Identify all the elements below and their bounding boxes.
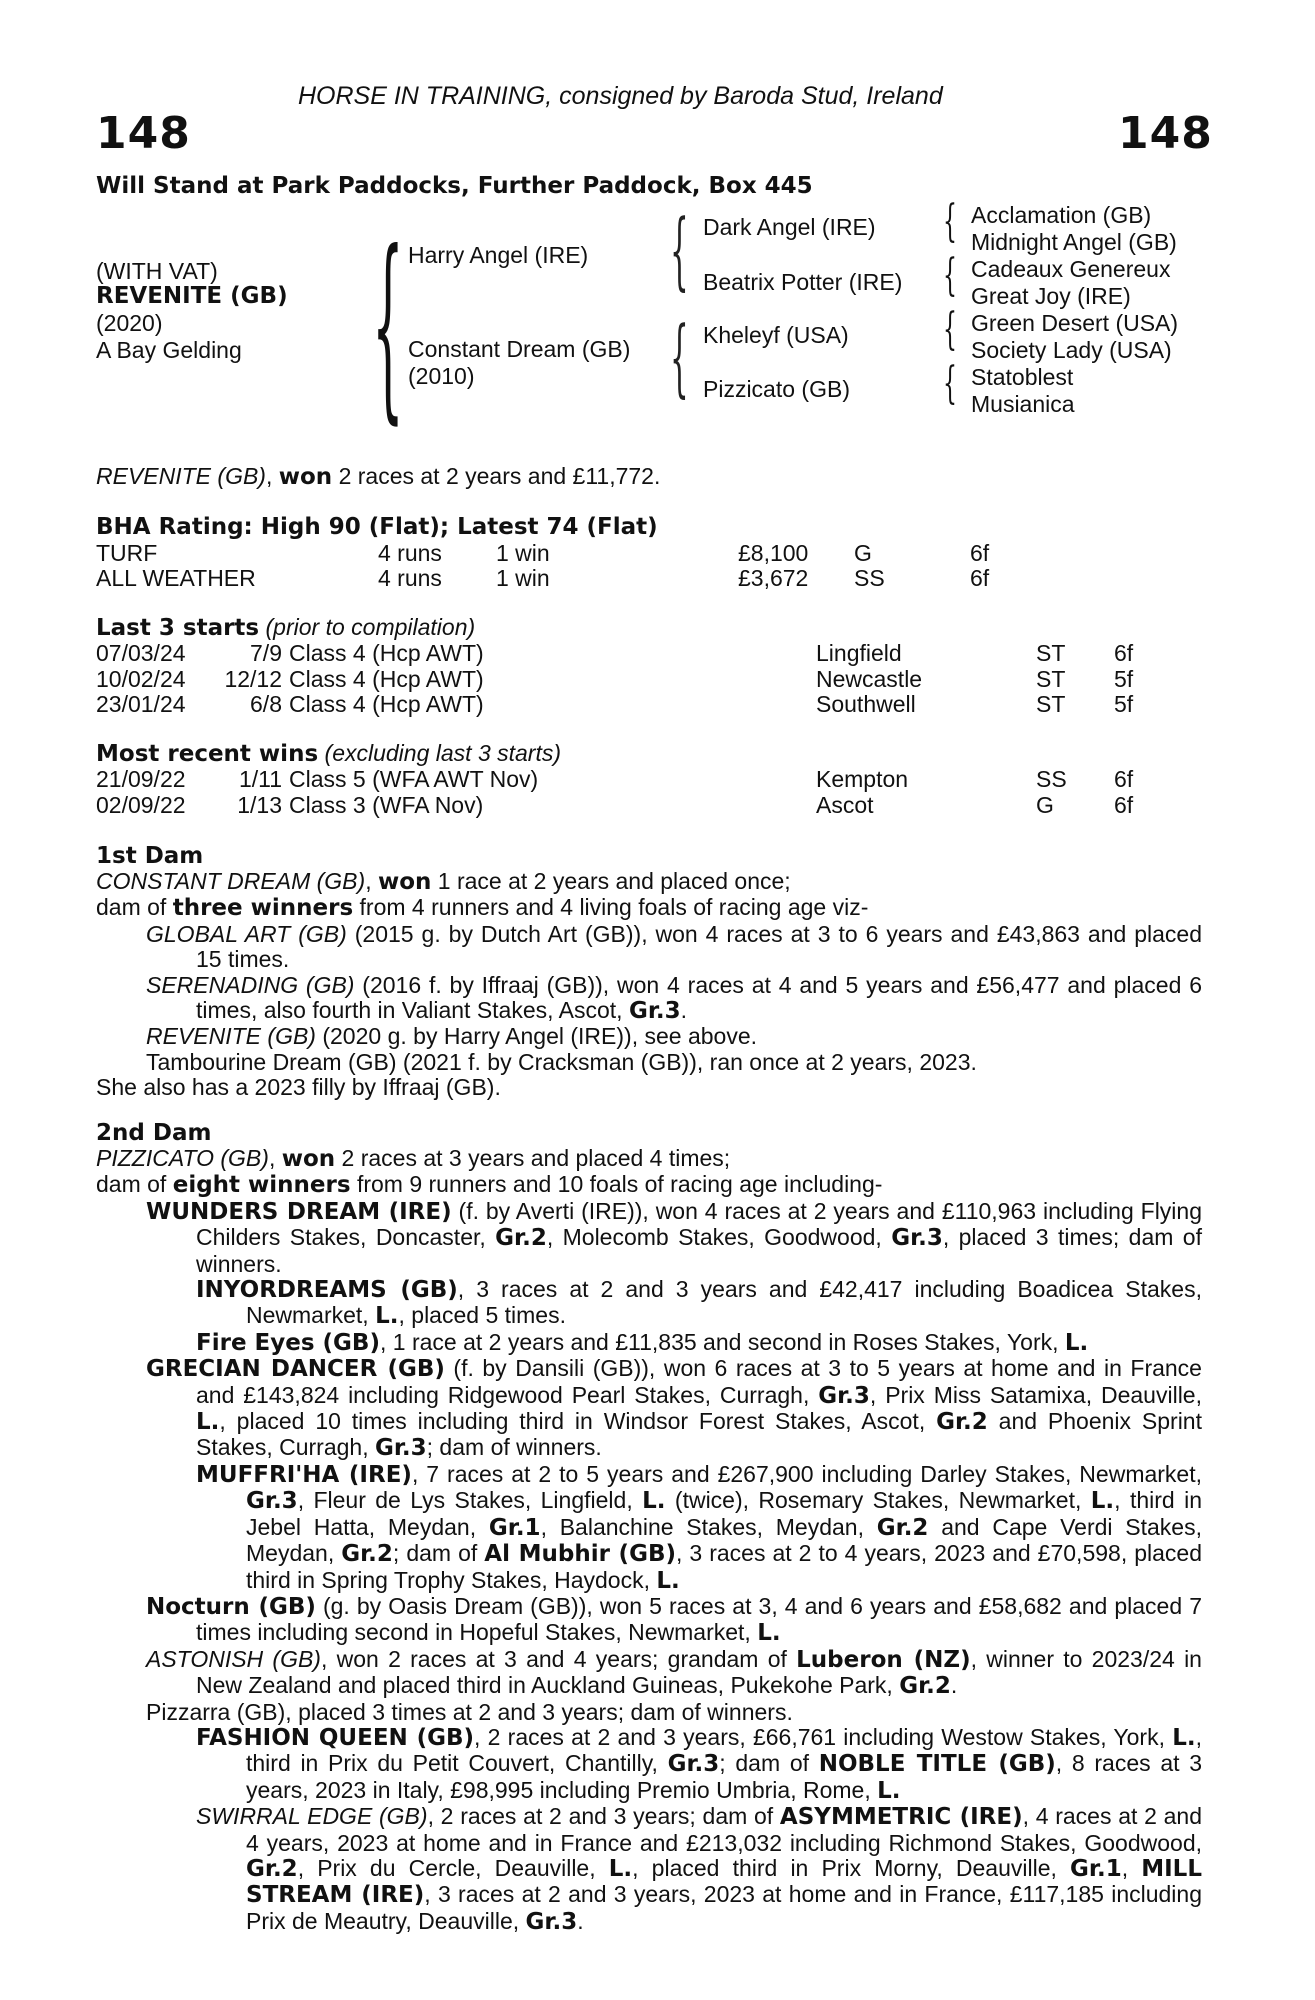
pedigree-g6: Society Lady (USA): [971, 337, 1172, 363]
pedigree-brace-g4: {: [943, 358, 957, 409]
summary-name: REVENITE (GB): [96, 463, 266, 489]
race-class: Class 3 (WFA Nov): [289, 791, 484, 818]
race-course: Kempton: [816, 766, 909, 792]
race-class: Class 4 (Hcp AWT): [289, 691, 484, 717]
rating-runs: 4 runs: [378, 565, 442, 591]
dam2-fashion-queen: FASHION QUEEN (GB), 2 races at 2 and 3 years, £66,761 including Westow Stakes, York, L., third in Prix du Petit Couvert, Chantilly, Gr.3; dam of NOBLE TITLE (GB), 8 races at 3 years, 2023 in Italy, £98,995 including Premio Umbria, Rome, L.: [196, 1723, 1202, 1804]
dam2-wunders-dream: WUNDERS DREAM (IRE) (f. by Averti (IRE)), won 4 races at 2 years and £110,963 including Flying Childers Stakes, Doncaster, Gr.2, Molecomb Stakes, Goodwood, Gr.3, placed 3 times; dam of winners.: [146, 1197, 1203, 1277]
race-going: ST: [1036, 691, 1066, 717]
dam1-offspring-4: Tambourine Dream (GB) (2021 f. by Cracksman (GB)), ran once at 2 years, 2023.: [146, 1048, 977, 1075]
pedigree-brace-g2: {: [943, 250, 957, 301]
race-course: Lingfield: [816, 640, 902, 666]
summary-won: won: [278, 464, 333, 490]
race-course: Southwell: [816, 691, 916, 717]
pedigree-g7: Statoblest: [971, 364, 1074, 390]
dam1-offspring-1: GLOBAL ART (GB) (2015 g. by Dutch Art (GB)), won 4 races at 3 to 6 years and £43,863 and placed 15 times.: [146, 920, 1202, 973]
rating-surface: TURF: [96, 540, 158, 566]
race-position: 1/13: [237, 791, 282, 818]
rating-going: SS: [854, 565, 885, 591]
rating-runs: 4 runs: [378, 540, 442, 566]
rating-prize: £3,672: [738, 565, 809, 591]
pedigree-dam: Constant Dream (GB): [408, 336, 631, 362]
pedigree-sire: Harry Angel (IRE): [408, 242, 589, 268]
dam2-swirral-edge: SWIRRAL EDGE (GB), 2 races at 2 and 3 years; dam of ASYMMETRIC (IRE), 4 races at 2 and 4 years, 2023 at home and in France and £213,032 including Richmond Stakes, Goodwood, Gr.2, Prix du Cercle, Deauville, L., placed third in Prix Morny, Deauville, Gr.1, MILL STREAM (IRE), 3 races at 2 and 3 years, 2023 at home and in France, £117,185 including Prix de Meautry, Deauville, Gr.3.: [196, 1803, 1202, 1935]
horse-name: REVENITE (GB): [96, 283, 288, 309]
lot-number-left: 148: [96, 108, 191, 159]
horse-description: A Bay Gelding: [96, 337, 242, 363]
race-date: 07/03/24: [96, 640, 186, 666]
pedigree-g1: Acclamation (GB): [971, 202, 1152, 228]
race-date: 23/01/24: [96, 691, 186, 717]
dam2-line2: dam of eight winners from 9 runners and 10 foals of racing age including-: [96, 1171, 883, 1199]
race-summary: REVENITE (GB), won 2 races at 2 years and £11,772.: [96, 463, 661, 490]
race-date: 10/02/24: [96, 665, 186, 692]
recent-title: Most recent wins: [96, 741, 319, 767]
dam2-nocturn: Nocturn (GB) (g. by Oasis Dream (GB)), won 5 races at 3, 4 and 6 years and £58,682 and placed 7 times including second in Hopeful Stakes, Newmarket, L.: [146, 1592, 1202, 1647]
rating-title: BHA Rating: High 90 (Flat); Latest 74 (Flat): [96, 514, 658, 540]
rating-going: G: [854, 540, 872, 566]
dam2-grecian-dancer: GRECIAN DANCER (GB) (f. by Dansili (GB)), won 6 races at 3 to 5 years at home and in France and £143,824 including Ridgewood Pearl Stakes, Curragh, Gr.3, Prix Miss Satamixa, Deauville, L., placed 10 times including third in Windsor Forest Stakes, Ascot, Gr.2 and Phoenix Sprint Stakes, Curragh, Gr.3; dam of winners.: [146, 1355, 1202, 1462]
recent-note: (excluding last 3 starts): [324, 740, 562, 766]
pedigree-brace-g3: {: [943, 304, 957, 355]
race-class: Class 5 (WFA AWT Nov): [289, 766, 539, 792]
dam1-offspring-3: REVENITE (GB) (2020 g. by Harry Angel (IRE)), see above.: [146, 1023, 758, 1050]
race-going: ST: [1036, 665, 1066, 692]
pedigree-g2: Midnight Angel (GB): [971, 229, 1177, 255]
lot-number-right: 148: [1118, 108, 1213, 159]
race-date: 02/09/22: [96, 791, 186, 818]
pedigree-dam-dam: Pizzicato (GB): [703, 376, 850, 402]
last3-note: (prior to compilation): [265, 614, 476, 640]
pedigree-dam-sire: Kheleyf (USA): [703, 322, 849, 348]
race-going: G: [1036, 791, 1054, 818]
horse-year: (2020): [96, 310, 163, 336]
dam2-astonish: ASTONISH (GB), won 2 races at 3 and 4 years; grandam of Luberon (NZ), winner to 2023/24 in New Zealand and placed third in Auckland Guineas, Pukekohe Park, Gr.2.: [146, 1645, 1202, 1700]
rating-wins: 1 win: [496, 565, 550, 591]
dam1-line1: CONSTANT DREAM (GB), won 1 race at 2 years and placed once;: [96, 868, 791, 895]
rating-distance: 6f: [970, 565, 990, 591]
race-distance: 6f: [1114, 791, 1134, 818]
rating-surface: ALL WEATHER: [96, 565, 256, 591]
dam2-line1: PIZZICATO (GB), won 2 races at 3 years and placed 4 times;: [96, 1145, 731, 1172]
race-distance: 6f: [1114, 640, 1134, 666]
rating-wins: 1 win: [496, 540, 550, 566]
race-class: Class 4 (Hcp AWT): [289, 665, 484, 692]
vat-note: (WITH VAT): [96, 258, 218, 284]
rating-prize: £8,100: [738, 540, 809, 566]
pedigree-sire-sire: Dark Angel (IRE): [703, 214, 876, 240]
pedigree-g3: Cadeaux Genereux: [971, 256, 1171, 282]
pedigree-g5: Green Desert (USA): [971, 310, 1179, 336]
race-course: Newcastle: [816, 665, 923, 692]
race-distance: 5f: [1114, 665, 1134, 692]
dam1-offspring-2: SERENADING (GB) (2016 f. by Iffraaj (GB)), won 4 races at 4 and 5 years and £56,477 and placed 6 times, also fourth in Valiant Stakes, Ascot, Gr.3.: [146, 971, 1202, 1025]
dam2-section: [96, 1146, 1202, 1935]
pedigree-brace-g1: {: [943, 196, 957, 247]
dam1-footnote: She also has a 2023 filly by Iffraaj (GB).: [96, 1074, 501, 1101]
pedigree-dam-year: (2010): [408, 363, 475, 389]
last3-title: Last 3 starts: [96, 615, 260, 641]
race-going: SS: [1036, 766, 1067, 792]
race-going: ST: [1036, 640, 1066, 666]
race-course: Ascot: [816, 791, 874, 818]
race-position: 1/11: [238, 766, 282, 792]
pedigree-g4: Great Joy (IRE): [971, 283, 1131, 309]
dam2-pizzarra: Pizzarra (GB), placed 3 times at 2 and 3 years; dam of winners.: [146, 1698, 793, 1725]
dam2-fire-eyes: Fire Eyes (GB), 1 race at 2 years and £11,835 and second in Roses Stakes, York, L.: [196, 1328, 1089, 1356]
consignment-line: HORSE IN TRAINING, consigned by Baroda Stud, Ireland: [298, 82, 943, 110]
rating-distance: 6f: [970, 540, 990, 566]
race-class: Class 4 (Hcp AWT): [289, 640, 484, 666]
location-line: Will Stand at Park Paddocks, Further Paddock, Box 445: [96, 173, 813, 199]
summary-rest: 2 races at 2 years and £11,772.: [332, 463, 661, 489]
dam1-line2: dam of three winners from 4 runners and 4 living foals of racing age viz-: [96, 894, 869, 922]
pedigree-brace-main: {: [372, 209, 404, 442]
pedigree-sire-dam: Beatrix Potter (IRE): [703, 269, 903, 295]
recent-heading: [96, 740, 561, 767]
last3-heading: [96, 614, 475, 641]
dam2-muffriha: MUFFRI'HA (IRE), 7 races at 2 to 5 years and £267,900 including Darley Stakes, Newmarket, Gr.3, Fleur de Lys Stakes, Lingfield, L. (twice), Rosemary Stakes, Newmarket, L., third in Jebel Hatta, Meydan, Gr.1, Balanchine Stakes, Meydan, Gr.2 and Cape Verdi Stakes, Meydan, Gr.2; dam of Al Mubhir (GB), 3 races at 2 to 4 years, 2023 and £70,598, placed third in Spring Trophy Stakes, Haydock, L.: [196, 1460, 1203, 1594]
dam2-heading: 2nd Dam: [96, 1120, 212, 1146]
pedigree-g8: Musianica: [971, 391, 1075, 417]
pedigree-brace-sire: {: [670, 201, 689, 299]
dam1-section: [96, 869, 1202, 1101]
dam2-inyordreams: INYORDREAMS (GB), 3 races at 2 and 3 years and £42,417 including Boadicea Stakes, Newmarket, L., placed 5 times.: [196, 1276, 1202, 1330]
race-position: 6/8: [250, 691, 282, 717]
pedigree-brace-dam: {: [670, 308, 689, 406]
race-distance: 6f: [1114, 766, 1134, 792]
dam1-heading: 1st Dam: [96, 843, 204, 869]
race-distance: 5f: [1114, 691, 1134, 717]
race-position: 12/12: [224, 665, 282, 692]
race-position: 7/9: [250, 640, 282, 666]
race-date: 21/09/22: [96, 766, 186, 792]
